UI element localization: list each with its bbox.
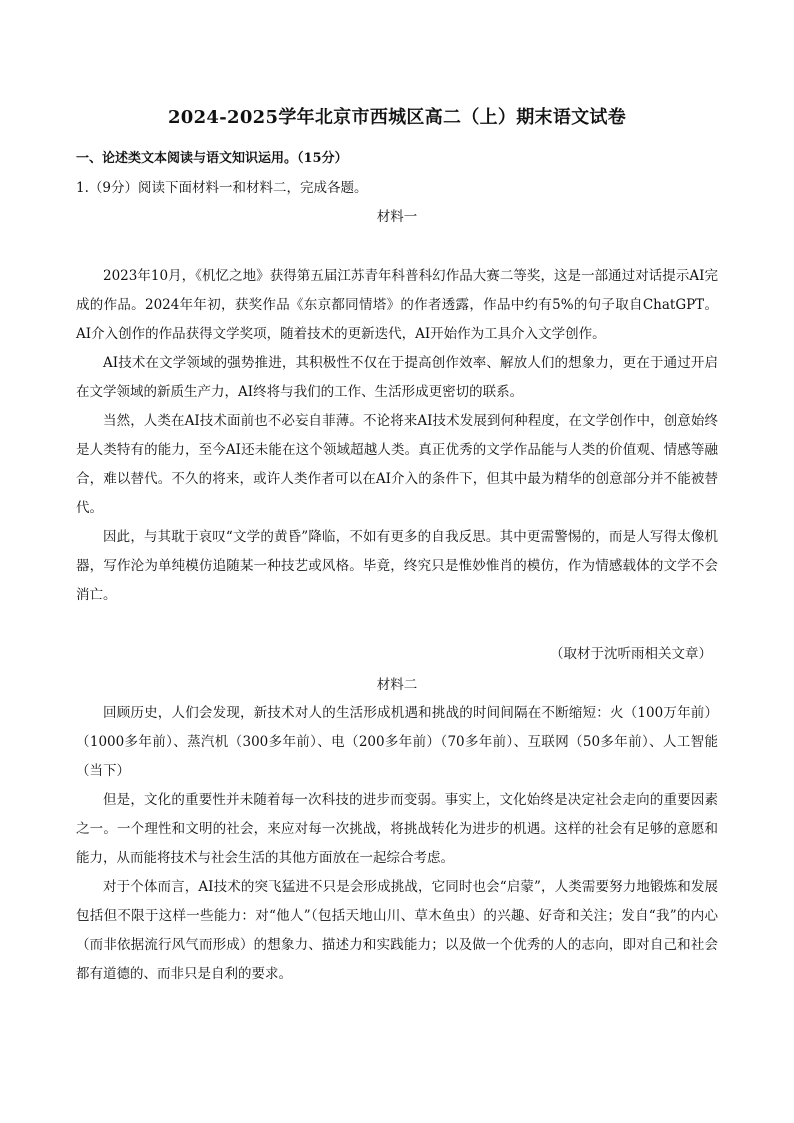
section-heading: 一、论述类文本阅读与语文知识运用。（15分） (76, 151, 348, 166)
material2-title: 材料二 (376, 677, 418, 693)
question-intro: 1.（9分）阅读下面材料一和材料二，完成各题。 (76, 180, 368, 196)
page-title: 2024-2025学年北京市西城区高二（上）期末语文试卷 (167, 107, 627, 128)
material1-body (76, 262, 718, 610)
material1-paragraph: 因此，与其耽于哀叹“文学的黄昏”降临，不如有更多的自我反思。其中更需警惕的，而是人写得太像机器，写作沦为单纯模仿追随某一种技艺或风格。毕竟，终究只是惟妙惟肖的模仿，作为情感载体的文学不会消亡。 (76, 529, 718, 603)
material1-source: （取材于沈听雨相关文章） (550, 646, 712, 662)
material2-body (76, 699, 718, 989)
material2-paragraph: 但是，文化的重要性并未随着每一次科技的进步而变弱。事实上，文化始终是决定社会走向的重要因素之一。一个理性和文明的社会，来应对每一次挑战，将挑战转化为进步的机遇。这样的社会有足够的意愿和能力，从而能将技术与社会生活的其他方面放在一起综合考虑。 (76, 792, 718, 866)
material2-paragraph: 回顾历史，人们会发现，新技术对人的生活形成机遇和挑战的时间间隔在不断缩短：火（100万年前）（1000多年前）、蒸汽机（300多年前）、电（200多年前）（70多年前）、互联网（50多年前）、人工智能（当下） (76, 705, 718, 779)
material1-paragraph: 2023年10月，《机忆之地》获得第五届江苏青年科普科幻作品大赛二等奖，这是一部通过对话提示AI完成的作品。2024年年初，获奖作品《东京都同情塔》的作者透露，作品中约有5%的句子取自ChatGPT。AI介入创作的作品获得文学奖项，随着技术的更新迭代，AI开始作为工具介入文学创作。 (76, 268, 718, 342)
material1-paragraph: 当然，人类在AI技术面前也不必妄自菲薄。不论将来AI技术发展到何种程度，在文学创作中，创意始终是人类特有的能力，至今AI还未能在这个领域超越人类。真正优秀的文学作品能与人类的价值观、情感等融合，难以替代。不久的将来，或许人类作者可以在AI介入的条件下，但其中最为精华的创意部分并不能被替代。 (76, 413, 718, 516)
material2-paragraph: 对于个体而言，AI技术的突飞猛进不只是会形成挑战，它同时也会“启蒙”，人类需要努力地锻炼和发展包括但不限于这样一些能力：对“他人”（包括天地山川、草木鱼虫）的兴趣、好奇和关注；发自“我”的内心（而非依据流行风气而形成）的想象力、描述力和实践能力；以及做一个优秀的人的志向，即对自己和社会都有道德的、而非只是自利的要求。 (76, 879, 718, 982)
material1-paragraph: AI技术在文学领域的强势推进，其积极性不仅在于提高创作效率、解放人们的想象力，更在于通过开启在文学领域的新质生产力，AI终将与我们的工作、生活形成更密切的联系。 (76, 355, 718, 400)
material1-title: 材料一 (376, 209, 418, 225)
